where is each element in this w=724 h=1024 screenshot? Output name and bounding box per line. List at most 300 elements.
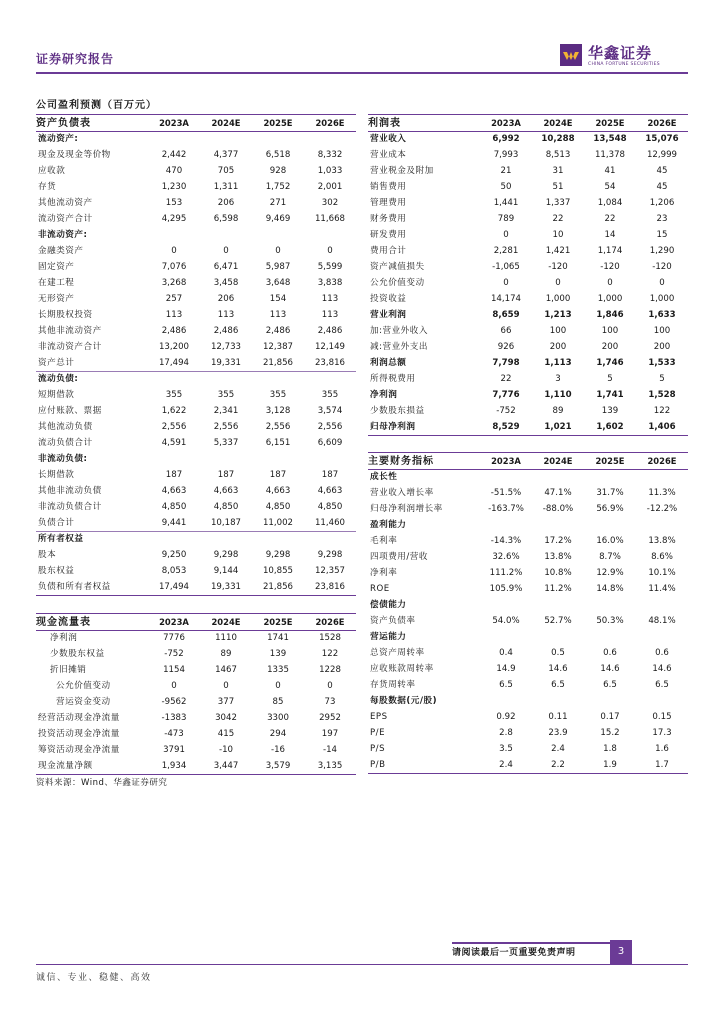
cell-value (304, 532, 356, 548)
table-row (36, 308, 356, 324)
cell-value: 12,387 (262, 342, 294, 352)
cell-value: 1,290 (649, 246, 675, 256)
cell-value: 1,746 (596, 358, 624, 368)
cell-value: 3,579 (252, 759, 304, 775)
cell-value: 206 (217, 198, 235, 208)
cell-value (584, 598, 636, 614)
cell-value: 5,599 (317, 262, 343, 272)
cell-value: 22 (500, 374, 512, 384)
year-header: 2024E (532, 115, 584, 132)
cell-value: 4,663 (161, 486, 187, 496)
cell-value: 200 (549, 342, 567, 352)
year-header: 2026E (304, 115, 356, 132)
financial-indicators-title: 主要财务指标 (368, 453, 480, 470)
row-label: 股本 (38, 550, 57, 560)
cell-value: 355 (269, 390, 287, 400)
cell-value: 8.6% (651, 552, 673, 562)
cell-value (200, 452, 252, 468)
row-label: 现金流量净额 (36, 759, 148, 775)
table-row (368, 678, 688, 694)
cell-value: 50 (500, 182, 512, 192)
cell-value: 8,332 (317, 150, 343, 160)
cell-value: 6.5 (551, 680, 565, 690)
cell-value: 11.3% (648, 488, 676, 498)
year-header: 2026E (636, 115, 688, 132)
table-row (368, 710, 688, 726)
cell-value: 10 (552, 230, 564, 240)
row-label: P/B (368, 758, 480, 774)
cell-value: -88.0% (542, 504, 574, 514)
row-label: 流动资产合计 (38, 214, 93, 224)
cell-value: 0.6 (603, 648, 617, 658)
row-label: 营业收入增长率 (370, 488, 434, 498)
cell-value: 6.5 (499, 680, 513, 690)
row-label: 营运能力 (370, 632, 407, 642)
cell-value (532, 518, 584, 534)
income-statement-title: 利润表 (368, 115, 480, 132)
cell-value (480, 694, 532, 710)
cell-value: 100 (653, 326, 671, 336)
table-row (368, 244, 688, 260)
cell-value: -1,065 (492, 262, 520, 272)
row-label: 盈利能力 (370, 520, 407, 530)
row-label: 资产减值损失 (370, 262, 425, 272)
cell-value: 48.1% (648, 616, 676, 626)
row-label: 应付账款、票据 (38, 406, 102, 416)
cell-value: 19,331 (200, 580, 252, 596)
cell-value: 0.17 (600, 712, 620, 722)
cell-value: -120 (600, 262, 620, 272)
cell-value: 21,856 (252, 580, 304, 596)
cell-value: 1741 (267, 633, 289, 644)
cell-value: 54 (604, 182, 616, 192)
cell-value (532, 470, 584, 486)
cell-value: 52.7% (544, 616, 572, 626)
cell-value (636, 598, 688, 614)
cell-value: 21 (500, 166, 512, 176)
year-header: 2023A (148, 614, 200, 631)
cell-value: 4,377 (213, 150, 239, 160)
table-row (36, 244, 356, 260)
cell-value: 105.9% (489, 584, 523, 594)
cell-value: 0 (659, 278, 665, 288)
cell-value (252, 228, 304, 244)
row-label: 流动负债: (36, 372, 148, 388)
cell-value (636, 518, 688, 534)
cell-value: 2.4 (551, 744, 565, 754)
table-row (368, 742, 688, 758)
cell-value: 2,001 (317, 182, 343, 192)
row-label: 营运资金变动 (56, 697, 111, 707)
table-row (368, 518, 688, 534)
company-logo (560, 44, 690, 72)
row-label: 流动资产: (38, 134, 79, 145)
cell-value: 3,648 (265, 278, 291, 288)
cell-value: 122 (321, 649, 339, 659)
cell-value (480, 630, 532, 646)
footer-divider (36, 964, 688, 965)
cell-value: 14 (604, 230, 616, 240)
table-row (36, 212, 356, 228)
row-label: 归母净利润 (368, 420, 480, 436)
table-row (368, 502, 688, 518)
year-header: 2025E (252, 115, 304, 132)
cell-value (532, 630, 584, 646)
row-label: 非流动资产合计 (38, 342, 102, 352)
year-header: 2026E (304, 614, 356, 631)
cell-value: 1.6 (655, 744, 669, 754)
cell-value: 1,113 (544, 358, 572, 368)
cell-value: 14.8% (596, 584, 624, 594)
cell-value: 2,556 (265, 422, 291, 432)
cell-value: 14.6 (600, 664, 620, 674)
section-title: 公司盈利预测（百万元） (36, 100, 157, 111)
year-header: 2024E (532, 453, 584, 470)
cell-value: 1,533 (648, 358, 676, 368)
table-row (368, 164, 688, 180)
row-label: 经营活动现金净流量 (38, 713, 120, 723)
cell-value: 6,471 (213, 262, 239, 272)
year-header: 2023A (480, 453, 532, 470)
table-row (368, 646, 688, 662)
cell-value: 50.3% (596, 616, 624, 626)
table-header-row (368, 453, 688, 470)
year-header: 2025E (584, 115, 636, 132)
cell-value: 8,659 (492, 310, 520, 320)
cell-value: 153 (165, 198, 183, 208)
cell-value: 113 (165, 310, 183, 320)
logo-mark-icon (560, 44, 582, 66)
cell-value: 100 (601, 326, 619, 336)
cell-value: 0.11 (548, 712, 568, 722)
cell-value: 45 (656, 182, 668, 192)
row-label: 流动负债合计 (38, 438, 93, 448)
table-row (368, 662, 688, 678)
cell-value: 302 (321, 198, 339, 208)
cell-value: 2.4 (480, 758, 532, 774)
cell-value: 11,460 (314, 517, 346, 528)
cell-value: 22 (604, 214, 616, 224)
table-row (36, 452, 356, 468)
table-row (36, 759, 356, 775)
cell-value: 51 (552, 182, 564, 192)
cell-value: 1,311 (213, 182, 239, 192)
row-label: 投资活动现金净流量 (38, 729, 120, 739)
cell-value: 139 (601, 406, 619, 416)
table-row (36, 260, 356, 276)
row-label: 无形资产 (38, 294, 75, 304)
table-row (36, 292, 356, 308)
cell-value: 9,298 (265, 550, 291, 560)
table-row (36, 388, 356, 404)
row-label: 存货 (38, 182, 57, 192)
cell-value: 470 (165, 166, 183, 176)
cell-value: 1,084 (597, 198, 623, 208)
cell-value (584, 470, 636, 486)
cell-value: 705 (217, 166, 235, 176)
cell-value: -752 (164, 649, 184, 659)
cell-value: 355 (165, 390, 183, 400)
cell-value: 7,798 (492, 358, 520, 368)
cell-value: 2,556 (213, 422, 239, 432)
cell-value: 0 (275, 246, 281, 256)
cell-value: 928 (269, 166, 287, 176)
cell-value: 2,556 (161, 422, 187, 432)
row-label: 公允价值变动 (370, 278, 425, 288)
table-row (36, 340, 356, 356)
cell-value: 15 (656, 230, 668, 240)
cell-value (480, 470, 532, 486)
table-row (368, 404, 688, 420)
table-row (36, 647, 356, 663)
row-label: 减:营业外支出 (370, 342, 428, 352)
cell-value: 22 (552, 214, 564, 224)
cell-value: 3300 (267, 713, 289, 723)
table-row (368, 420, 688, 436)
cell-value (148, 132, 200, 148)
cell-value: 31 (552, 166, 564, 176)
table-row (368, 212, 688, 228)
table-row (368, 308, 688, 324)
year-header: 2025E (252, 614, 304, 631)
row-label: ROE (370, 584, 390, 594)
cell-value: 1,000 (545, 294, 571, 304)
cell-value: 47.1% (544, 488, 572, 498)
row-label: 净利率 (370, 568, 398, 578)
cell-value: 9,469 (265, 214, 291, 224)
cell-value: 1,741 (596, 390, 624, 400)
cell-value (304, 132, 356, 148)
financial-indicators-table (368, 452, 688, 774)
cell-value: 89 (220, 649, 232, 659)
row-label: 在建工程 (38, 278, 75, 288)
cell-value: 1467 (215, 665, 237, 675)
row-label: 公允价值变动 (56, 681, 111, 691)
cell-value: 197 (321, 729, 339, 739)
table-row (36, 324, 356, 340)
cell-value (636, 630, 688, 646)
row-label: 净利润 (370, 390, 398, 400)
table-row (36, 420, 356, 436)
cell-value: 14.9 (496, 664, 516, 674)
cell-value: 1154 (163, 665, 185, 675)
cell-value: 122 (653, 406, 671, 416)
cell-value: 5 (659, 374, 665, 384)
table-row (368, 566, 688, 582)
cell-value: 187 (217, 470, 235, 480)
cell-value: 154 (269, 294, 287, 304)
cell-value: 1,752 (265, 182, 291, 192)
cell-value: 1,421 (545, 246, 571, 256)
row-label: 营业税金及附加 (370, 166, 434, 176)
table-row (36, 148, 356, 164)
cell-value (304, 452, 356, 468)
cell-value (480, 518, 532, 534)
table-row (36, 180, 356, 196)
cell-value: 3.5 (499, 744, 513, 754)
cell-value: 6,598 (213, 214, 239, 224)
table-row (36, 484, 356, 500)
cell-value: 12,357 (314, 566, 346, 576)
cell-value: 294 (269, 729, 287, 739)
table-row (368, 132, 688, 148)
cell-value: 2,281 (493, 246, 519, 256)
table-row (36, 679, 356, 695)
cell-value: 23 (656, 214, 668, 224)
cell-value: 1,206 (649, 198, 675, 208)
table-row (368, 486, 688, 502)
table-row (36, 372, 356, 388)
row-label: 非流动负债: (38, 454, 88, 464)
cell-value: 9,298 (317, 550, 343, 560)
cell-value: 73 (324, 697, 336, 707)
cell-value (200, 372, 252, 388)
cell-value: -473 (164, 729, 184, 739)
cell-value: 16.0% (596, 536, 624, 546)
cell-value: 11,002 (262, 517, 294, 528)
cell-value: 1,021 (532, 420, 584, 436)
cell-value: -120 (548, 262, 568, 272)
table-row (368, 292, 688, 308)
row-label: 资产负债率 (370, 616, 416, 626)
cell-value: 4,663 (213, 486, 239, 496)
cell-value (304, 228, 356, 244)
cell-value: 3791 (163, 745, 185, 755)
table-row (36, 500, 356, 516)
row-label: 成长性 (370, 472, 398, 483)
cell-value: 5,987 (265, 262, 291, 272)
cell-value: 17,494 (158, 357, 190, 368)
table-row (368, 534, 688, 550)
cell-value: 23,816 (304, 580, 356, 596)
cell-value: 10,855 (262, 566, 294, 576)
row-label: 折旧摊销 (50, 665, 87, 675)
disclaimer-link[interactable]: 请阅读最后一页重要免责声明 (452, 948, 576, 958)
cell-value: 17.2% (544, 536, 572, 546)
row-label: 投资收益 (370, 294, 407, 304)
cell-value: 0 (171, 246, 177, 256)
row-label: 非流动资产: (38, 230, 88, 240)
cell-value: 0 (327, 681, 333, 691)
cell-value: 3,268 (161, 278, 187, 288)
row-label: 毛利率 (370, 536, 398, 546)
row-label: 短期借款 (38, 390, 75, 400)
cell-value: 5 (607, 374, 613, 384)
table-row (36, 564, 356, 580)
cell-value: 187 (269, 470, 287, 480)
cell-value: 2,556 (317, 422, 343, 432)
row-label: 其他非流动资产 (38, 326, 102, 336)
row-label: 归母净利润增长率 (370, 504, 443, 514)
table-row (368, 148, 688, 164)
table-row (368, 614, 688, 630)
cell-value: 0 (171, 681, 177, 691)
cell-value: 31.7% (596, 488, 624, 498)
table-row (36, 580, 356, 596)
cell-value (252, 372, 304, 388)
cell-value: 21,856 (262, 357, 294, 368)
cell-value: 10.8% (544, 568, 572, 578)
cell-value (148, 452, 200, 468)
cell-value: 1,110 (544, 390, 572, 400)
table-row (36, 196, 356, 212)
table-row (36, 695, 356, 711)
table-row (36, 663, 356, 679)
cell-value: 4,663 (317, 486, 343, 496)
cell-value (252, 132, 304, 148)
cell-value (532, 694, 584, 710)
cell-value: 54.0% (492, 616, 520, 626)
cell-value (200, 228, 252, 244)
table-row (36, 436, 356, 452)
row-label: 存货周转率 (370, 680, 416, 690)
cell-value: 41 (604, 166, 616, 176)
cell-value: 1110 (215, 633, 237, 644)
cell-value: 7776 (163, 633, 185, 644)
cell-value: -9562 (161, 697, 187, 707)
table-row (368, 598, 688, 614)
row-label: 长期股权投资 (38, 310, 93, 320)
cell-value: 12,733 (210, 342, 242, 352)
cell-value: 3,128 (265, 406, 291, 416)
table-row (36, 404, 356, 420)
cell-value: 111.2% (489, 568, 523, 578)
cell-value: 377 (217, 697, 235, 707)
cell-value: -51.5% (490, 488, 522, 498)
cell-value: 0.5 (551, 648, 565, 658)
row-label: 非流动负债合计 (38, 502, 102, 512)
cell-value: 56.9% (596, 504, 624, 514)
cell-value: 15,076 (645, 134, 679, 145)
cell-value: 13.8% (544, 552, 572, 562)
cell-value: 6,609 (317, 438, 343, 448)
cell-value: 1,337 (545, 198, 571, 208)
row-label: 营业利润 (370, 310, 407, 320)
row-label: 费用合计 (370, 246, 407, 256)
cell-value: 9,144 (213, 566, 239, 576)
cell-value: 10.1% (648, 568, 676, 578)
cell-value: 15.2 (600, 728, 620, 738)
cell-value: 2.2 (532, 758, 584, 774)
cell-value: 4,850 (213, 502, 239, 512)
cell-value: 4,591 (161, 438, 187, 448)
cell-value: 1,000 (649, 294, 675, 304)
cell-value: 6,518 (265, 150, 291, 160)
cell-value: 11,668 (314, 214, 346, 224)
cell-value: 12.9% (596, 568, 624, 578)
row-label: 财务费用 (370, 214, 407, 224)
cell-value (636, 694, 688, 710)
cell-value: -14 (322, 745, 338, 755)
cell-value: 2952 (319, 713, 341, 723)
year-header: 2023A (480, 115, 532, 132)
table-row (368, 260, 688, 276)
cell-value: 1528 (319, 633, 341, 644)
cell-value: 11,378 (594, 150, 626, 160)
cell-value: 2,486 (213, 326, 239, 336)
cell-value: 12,149 (314, 342, 346, 352)
cell-value: 7,076 (161, 262, 187, 272)
table-row (368, 324, 688, 340)
cell-value (584, 630, 636, 646)
row-label: 净利润 (50, 633, 78, 644)
row-label: 利润总额 (370, 358, 407, 368)
year-header: 2025E (584, 453, 636, 470)
cell-value: 355 (321, 390, 339, 400)
table-row (36, 468, 356, 484)
cell-value: 0.15 (652, 712, 672, 722)
row-label: 所有者权益 (36, 532, 148, 548)
